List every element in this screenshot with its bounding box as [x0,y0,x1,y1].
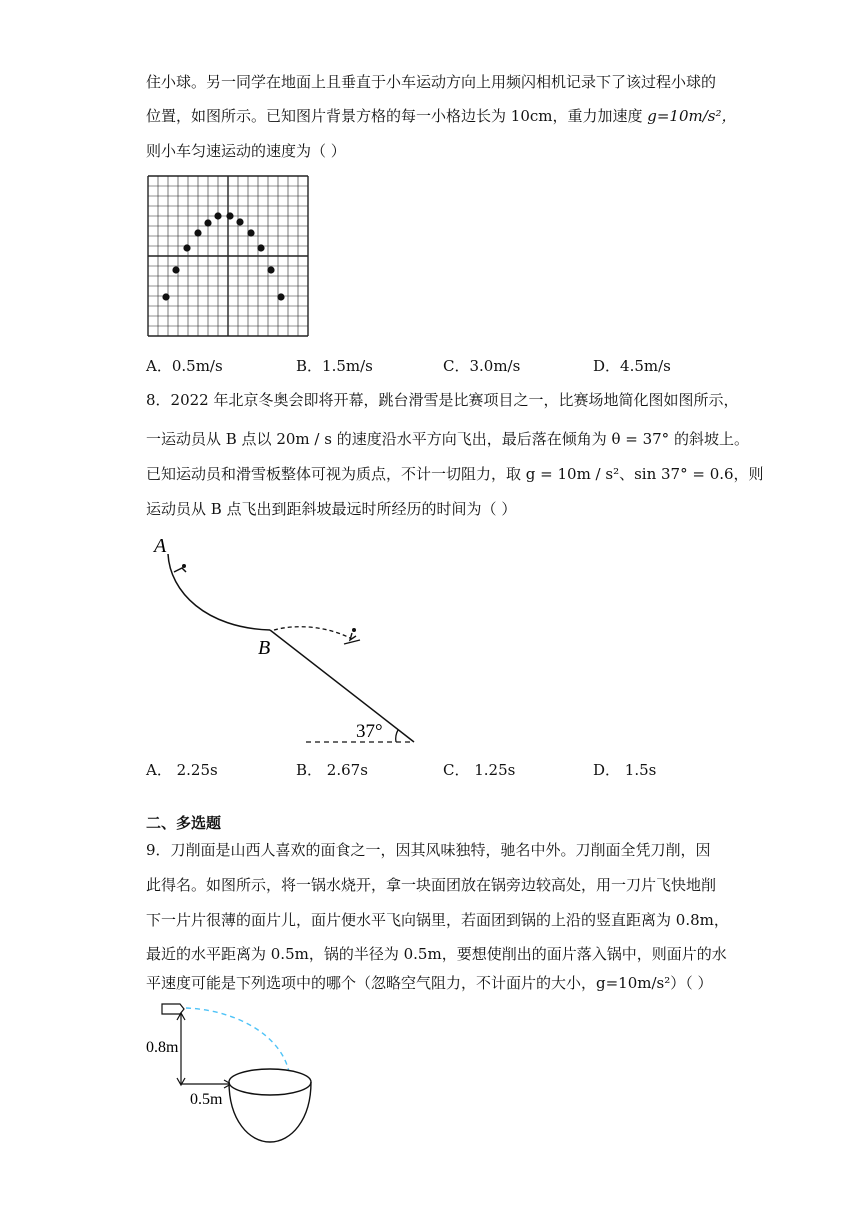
q9-text-line-4: 最近的水平距离为 0.5m，锅的半径为 0.5m，要想使削出的面片落入锅中，则面片的水 [146,945,727,963]
q9-text-line-1: 9．刀削面是山西人喜欢的面食之一，因其风味独特，驰名中外。刀削面全凭刀削，因 [146,841,711,859]
q7-option-c[interactable]: C．3.0m/s [443,357,521,375]
slope-line [270,630,414,742]
point-b-label: B [258,637,271,659]
ball-position-dot [214,212,221,219]
distance-label: 0.5m [190,1091,223,1108]
q9-text-line-5: 平速度可能是下列选项中的哪个（忽略空气阻力，不计面片的大小，g=10m/s²）（ ） [146,974,713,992]
ball-position-dot [226,212,233,219]
trajectory-dashed [274,627,350,638]
q7-text-line-1: 住小球。另一同学在地面上且垂直于小车运动方向上用频闪相机记录下了该过程小球的 [146,73,717,91]
q7-grid-figure [146,174,310,338]
skier-on-ramp-icon [174,564,186,572]
q8-option-c[interactable]: C． 1.25s [443,761,516,779]
ball-position-dot [204,219,211,226]
q8-text-line-2: 一运动员从 B 点以 20m / s 的速度沿水平方向飞出，最后落在倾角为 θ = 37° 的斜坡上。 [146,430,749,448]
q8-option-d[interactable]: D． 1.5s [593,761,657,779]
q8-text-line-3: 已知运动员和滑雪板整体可视为质点，不计一切阻力，取 g = 10m / s²、sin 37° = 0.6，则 [146,465,764,483]
ball-position-dot [183,244,190,251]
ball-position-dot [194,229,201,236]
q8-text-line-4: 运动员从 B 点飞出到距斜坡最远时所经历的时间为（ ） [146,500,517,518]
ball-position-dot [236,218,243,225]
ball-position-dot [247,229,254,236]
q7-option-a[interactable]: A．0.5m/s [146,357,223,375]
q7-option-d[interactable]: D．4.5m/s [593,357,671,375]
q8-option-b[interactable]: B． 2.67s [296,761,368,779]
ball-position-dot [162,293,169,300]
q9-text-line-3: 下一片片很薄的面片儿，面片便水平飞向锅里，若面团到锅的上沿的竖直距离为 0.8m， [146,911,729,929]
q9-text-line-2: 此得名。如图所示，将一锅水烧开，拿一块面团放在锅旁边较高处，用一刀片飞快地削 [146,876,717,894]
q8-text-line-1: 8．2022 年北京冬奥会即将开幕，跳台滑雪是比赛项目之一，比赛场地简化图如图所示， [146,391,739,409]
q7-g-value: g=10m/s²， [647,107,737,125]
ball-position-dot [277,293,284,300]
q8-option-a[interactable]: A． 2.25s [146,761,218,779]
angle-label: 37° [356,721,383,742]
q8-ski-slope-figure [146,532,426,748]
point-a-label: A [154,535,167,557]
q9-noodle-pot-figure [146,1000,336,1150]
pot-rim [229,1069,311,1095]
height-label: 0.8m [146,1039,179,1056]
ball-position-dot [267,266,274,273]
section-title: 二、多选题 [146,814,222,832]
noodle-trajectory [186,1008,289,1072]
q7-text-line-3: 则小车匀速运动的速度为（ ） [146,142,346,160]
ball-position-dot [172,266,179,273]
q7-text-line-2 [146,106,737,126]
ball-position-dot [257,244,264,251]
q7-option-b[interactable]: B．1.5m/s [296,357,373,375]
q7-text-line-2-main: 位置，如图所示。已知图片背景方格的每一小格边长为 10cm，重力加速度 [146,107,648,125]
angle-arc [396,730,398,742]
